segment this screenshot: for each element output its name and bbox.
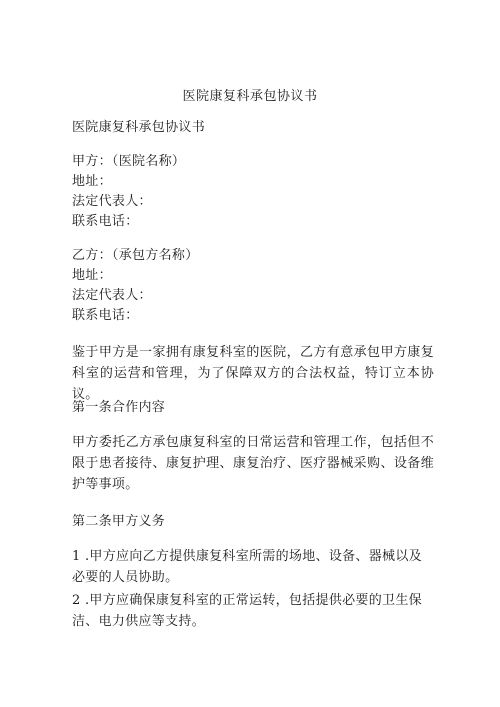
article-1-heading: 第一条合作内容 xyxy=(72,400,166,415)
party-a-legal-rep: 法定代表人： xyxy=(72,194,152,209)
party-b-phone: 联系电话： xyxy=(72,308,139,323)
article-2-heading: 第二条甲方义务 xyxy=(72,514,166,529)
party-b-legal-rep: 法定代表人： xyxy=(72,288,152,303)
party-b-address: 地址： xyxy=(72,268,112,283)
document-title: 医院康复科承包协议书 xyxy=(182,89,318,104)
party-a-address: 地址： xyxy=(72,174,112,189)
article-2-item-1: 1 .甲方应向乙方提供康复科室所需的场地、设备、器械以及必要的人员协助。 xyxy=(72,549,422,585)
document-subtitle: 医院康复科承包协议书 xyxy=(72,120,206,135)
article-2-item-2: 2 .甲方应确保康复科室的正常运转，包括提供必要的卫生保洁、电力供应等支持。 xyxy=(72,593,422,629)
party-a-phone: 联系电话： xyxy=(72,214,139,229)
preamble-paragraph: 鉴于甲方是一家拥有康复科室的医院，乙方有意承包甲方康复科室的运营和管理，为了保障双方的合法权益，特订立本协议。 xyxy=(72,345,434,402)
article-1-text: 甲方委托乙方承包康复科室的日常运营和管理工作，包括但不限于患者接待、康复护理、康复治疗、医疗器械采购、设备维护等事项。 xyxy=(72,435,434,492)
party-b-heading: 乙方：（承包方名称） xyxy=(72,248,199,263)
party-a-heading: 甲方：（医院名称） xyxy=(72,154,186,169)
